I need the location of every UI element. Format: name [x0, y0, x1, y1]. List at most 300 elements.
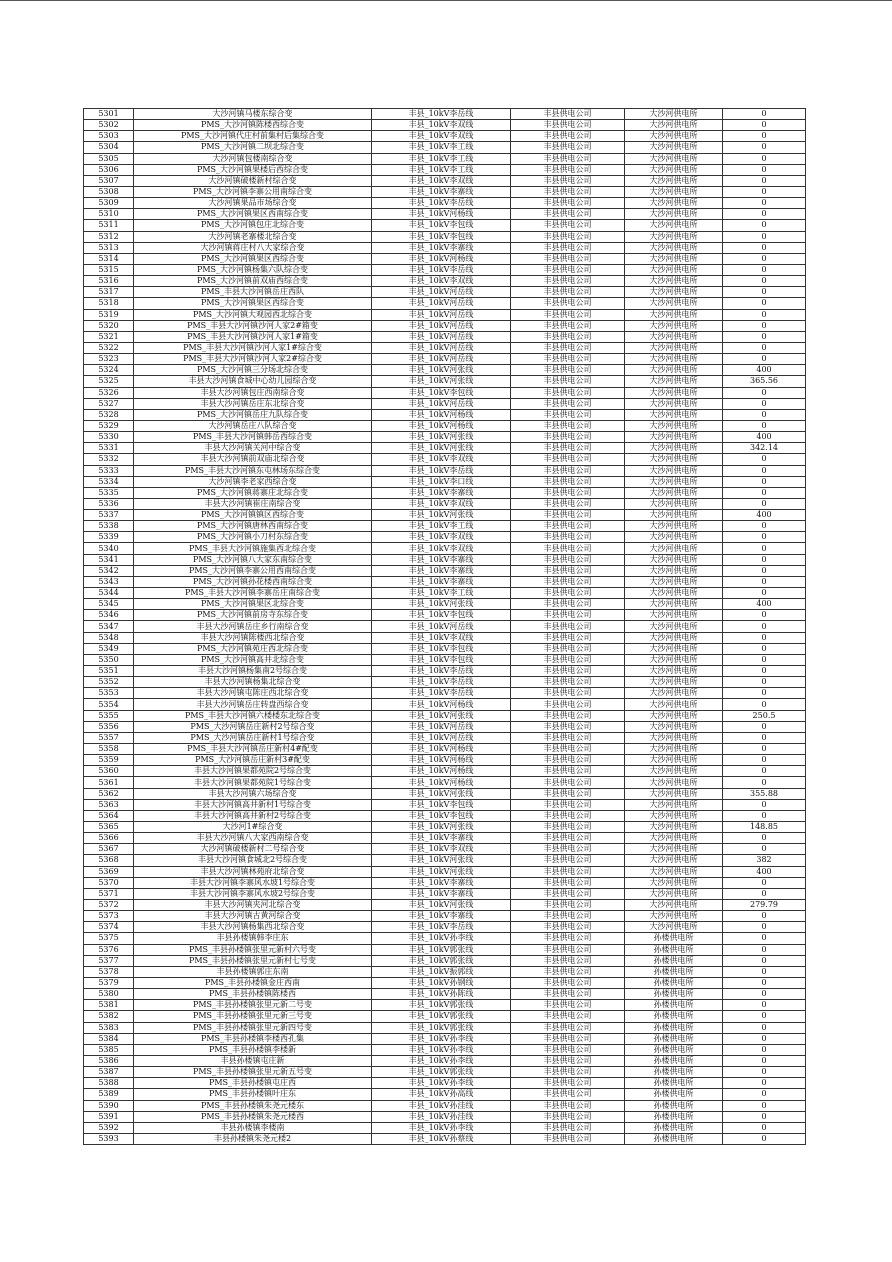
row-id-cell: 5337 [84, 510, 134, 521]
value-cell: 0 [723, 298, 806, 309]
company-cell: 丰县供电公司 [511, 554, 625, 565]
station-cell: 大沙河供电所 [625, 565, 723, 576]
company-cell: 丰县供电公司 [511, 766, 625, 777]
station-cell: 大沙河供电所 [625, 543, 723, 554]
table-row [84, 443, 806, 454]
value-cell: 0 [723, 331, 806, 342]
value-cell: 0 [723, 810, 806, 821]
station-cell: 大沙河供电所 [625, 532, 723, 543]
company-cell: 丰县供电公司 [511, 1022, 625, 1033]
station-cell: 大沙河供电所 [625, 186, 723, 197]
table-row [84, 1055, 806, 1066]
value-cell: 0 [723, 342, 806, 353]
transformer-name-cell: 丰县大沙河镇果都苑院1号综合变 [134, 777, 372, 788]
value-cell: 0 [723, 966, 806, 977]
station-cell: 大沙河供电所 [625, 866, 723, 877]
line-name-cell: 丰县_10kV河张线 [372, 365, 511, 376]
company-cell: 丰县供电公司 [511, 888, 625, 899]
value-cell: 400 [723, 599, 806, 610]
transformer-name-cell: 丰县大沙河镇关河中综合变 [134, 443, 372, 454]
station-cell: 大沙河供电所 [625, 142, 723, 153]
line-name-cell: 丰县_10kV李寨线 [372, 911, 511, 922]
station-cell: 大沙河供电所 [625, 376, 723, 387]
value-cell: 0 [723, 888, 806, 899]
transformer-name-cell: PMS_大沙河镇杨集六队综合变 [134, 264, 372, 275]
table-row [84, 242, 806, 253]
table-row [84, 822, 806, 833]
line-name-cell: 丰县_10kV河杨线 [372, 744, 511, 755]
company-cell: 丰县供电公司 [511, 989, 625, 1000]
transformer-name-cell: 丰县孙楼镇屯庄新 [134, 1055, 372, 1066]
station-cell: 孙楼供电所 [625, 1044, 723, 1055]
table-row [84, 1111, 806, 1122]
row-id-cell: 5328 [84, 409, 134, 420]
company-cell: 丰县供电公司 [511, 699, 625, 710]
station-cell: 大沙河供电所 [625, 922, 723, 933]
row-id-cell: 5389 [84, 1089, 134, 1100]
station-cell: 大沙河供电所 [625, 822, 723, 833]
station-cell: 大沙河供电所 [625, 476, 723, 487]
station-cell: 大沙河供电所 [625, 721, 723, 732]
table-row [84, 877, 806, 888]
value-cell: 0 [723, 532, 806, 543]
table-row [84, 543, 806, 554]
line-name-cell: 丰县_10kV河岳线 [372, 621, 511, 632]
row-id-cell: 5316 [84, 276, 134, 287]
table-row [84, 1011, 806, 1022]
company-cell: 丰县供电公司 [511, 142, 625, 153]
transformer-name-cell: 丰县大沙河镇屯陈庄西北综合变 [134, 688, 372, 699]
value-cell: 0 [723, 521, 806, 532]
value-cell: 0 [723, 120, 806, 131]
company-cell: 丰县供电公司 [511, 231, 625, 242]
value-cell: 0 [723, 276, 806, 287]
line-name-cell: 丰县_10kV河杨线 [372, 755, 511, 766]
transformer-name-cell: PMS_丰县孙楼镇朱尧元楼东 [134, 1100, 372, 1111]
value-cell: 0 [723, 565, 806, 576]
transformer-name-cell: PMS_丰县孙楼镇张里元新村六号变 [134, 944, 372, 955]
row-id-cell: 5305 [84, 153, 134, 164]
company-cell: 丰县供电公司 [511, 744, 625, 755]
transformer-name-cell: 大沙河镇老寨楼北综合变 [134, 231, 372, 242]
row-id-cell: 5350 [84, 654, 134, 665]
line-name-cell: 丰县_10kV李岳线 [372, 264, 511, 275]
station-cell: 大沙河供电所 [625, 677, 723, 688]
station-cell: 大沙河供电所 [625, 365, 723, 376]
transformer-name-cell: PMS_大沙河镇李寨公用南综合变 [134, 186, 372, 197]
row-id-cell: 5334 [84, 476, 134, 487]
line-name-cell: 丰县_10kV李包线 [372, 654, 511, 665]
line-name-cell: 丰县_10kV河杨线 [372, 766, 511, 777]
row-id-cell: 5391 [84, 1111, 134, 1122]
row-id-cell: 5315 [84, 264, 134, 275]
line-name-cell: 丰县_10kV孙李线 [372, 1055, 511, 1066]
company-cell: 丰县供电公司 [511, 109, 625, 120]
table-row [84, 287, 806, 298]
line-name-cell: 丰县_10kV孙陈线 [372, 989, 511, 1000]
line-name-cell: 丰县_10kV孙李线 [372, 1078, 511, 1089]
station-cell: 大沙河供电所 [625, 744, 723, 755]
line-name-cell: 丰县_10kV李包线 [372, 610, 511, 621]
station-cell: 孙楼供电所 [625, 989, 723, 1000]
line-name-cell: 丰县_10kV李寨线 [372, 877, 511, 888]
company-cell: 丰县供电公司 [511, 911, 625, 922]
table-row [84, 732, 806, 743]
row-id-cell: 5308 [84, 186, 134, 197]
row-id-cell: 5379 [84, 977, 134, 988]
table-row [84, 354, 806, 365]
line-name-cell: 丰县_10kV河岳线 [372, 298, 511, 309]
company-cell: 丰县供电公司 [511, 899, 625, 910]
table-row [84, 298, 806, 309]
value-cell: 365.56 [723, 376, 806, 387]
station-cell: 孙楼供电所 [625, 944, 723, 955]
value-cell: 0 [723, 1033, 806, 1044]
row-id-cell: 5383 [84, 1022, 134, 1033]
table-row [84, 977, 806, 988]
company-cell: 丰县供电公司 [511, 398, 625, 409]
transformer-name-cell: 大沙河镇包楼南综合变 [134, 153, 372, 164]
table-row [84, 1022, 806, 1033]
transformer-name-cell: PMS_大沙河镇大观园西北综合变 [134, 309, 372, 320]
company-cell: 丰县供电公司 [511, 175, 625, 186]
company-cell: 丰县供电公司 [511, 487, 625, 498]
row-id-cell: 5343 [84, 576, 134, 587]
value-cell: 0 [723, 721, 806, 732]
value-cell: 0 [723, 1011, 806, 1022]
line-name-cell: 丰县_10kV李包线 [372, 231, 511, 242]
row-id-cell: 5331 [84, 443, 134, 454]
value-cell: 0 [723, 309, 806, 320]
station-cell: 大沙河供电所 [625, 331, 723, 342]
table-row [84, 1000, 806, 1011]
table-row [84, 498, 806, 509]
station-cell: 大沙河供电所 [625, 487, 723, 498]
table-row [84, 1067, 806, 1078]
transformer-name-cell: 丰县大沙河镇六场综合变 [134, 788, 372, 799]
company-cell: 丰县供电公司 [511, 298, 625, 309]
line-name-cell: 丰县_10kV李岳线 [372, 198, 511, 209]
value-cell: 0 [723, 153, 806, 164]
table-row [84, 376, 806, 387]
line-name-cell: 丰县_10kV郭张线 [372, 1011, 511, 1022]
station-cell: 大沙河供电所 [625, 654, 723, 665]
transformer-name-cell: PMS_大沙河镇陈楼西综合变 [134, 120, 372, 131]
company-cell: 丰县供电公司 [511, 944, 625, 955]
station-cell: 孙楼供电所 [625, 1022, 723, 1033]
company-cell: 丰县供电公司 [511, 1078, 625, 1089]
transformer-name-cell: 丰县大沙河镇岳庄东北综合变 [134, 398, 372, 409]
station-cell: 大沙河供电所 [625, 844, 723, 855]
line-name-cell: 丰县_10kV郭张线 [372, 1022, 511, 1033]
station-cell: 大沙河供电所 [625, 320, 723, 331]
value-cell: 0 [723, 1000, 806, 1011]
line-name-cell: 丰县_10kV李双线 [372, 175, 511, 186]
table-row [84, 387, 806, 398]
table-row [84, 476, 806, 487]
table-row [84, 844, 806, 855]
transformer-name-cell: PMS_丰县大沙河镇韩岳西综合变 [134, 432, 372, 443]
row-id-cell: 5364 [84, 810, 134, 821]
table-row [84, 231, 806, 242]
station-cell: 大沙河供电所 [625, 420, 723, 431]
value-cell: 0 [723, 543, 806, 554]
row-id-cell: 5374 [84, 922, 134, 933]
company-cell: 丰县供电公司 [511, 1067, 625, 1078]
table-row [84, 933, 806, 944]
line-name-cell: 丰县_10kV李工线 [372, 164, 511, 175]
station-cell: 大沙河供电所 [625, 153, 723, 164]
transformer-name-cell: 大沙河镇破楼新村综合变 [134, 175, 372, 186]
transformer-name-cell: PMS_丰县大沙河镇六楼楼东北综合变 [134, 710, 372, 721]
line-name-cell: 丰县_10kV郭张线 [372, 1067, 511, 1078]
table-row [84, 432, 806, 443]
line-name-cell: 丰县_10kV李寨线 [372, 242, 511, 253]
row-id-cell: 5393 [84, 1133, 134, 1144]
line-name-cell: 丰县_10kV李包线 [372, 643, 511, 654]
table-row [84, 654, 806, 665]
transformer-name-cell: 大沙河镇李老家西综合变 [134, 476, 372, 487]
value-cell: 0 [723, 955, 806, 966]
row-id-cell: 5312 [84, 231, 134, 242]
line-name-cell: 丰县_10kV李工线 [372, 521, 511, 532]
row-id-cell: 5314 [84, 253, 134, 264]
table-row [84, 944, 806, 955]
company-cell: 丰县供电公司 [511, 1033, 625, 1044]
station-cell: 孙楼供电所 [625, 966, 723, 977]
transformer-name-cell: 大沙河镇破楼新村二号综合变 [134, 844, 372, 855]
table-row [84, 554, 806, 565]
station-cell: 大沙河供电所 [625, 643, 723, 654]
value-cell: 0 [723, 911, 806, 922]
table-row [84, 699, 806, 710]
station-cell: 大沙河供电所 [625, 911, 723, 922]
value-cell: 400 [723, 432, 806, 443]
line-name-cell: 丰县_10kV河张线 [372, 376, 511, 387]
company-cell: 丰县供电公司 [511, 376, 625, 387]
value-cell: 0 [723, 231, 806, 242]
row-id-cell: 5326 [84, 387, 134, 398]
station-cell: 大沙河供电所 [625, 610, 723, 621]
value-cell: 0 [723, 677, 806, 688]
value-cell: 0 [723, 944, 806, 955]
company-cell: 丰县供电公司 [511, 510, 625, 521]
table-row [84, 866, 806, 877]
company-cell: 丰县供电公司 [511, 1044, 625, 1055]
company-cell: 丰县供电公司 [511, 610, 625, 621]
row-id-cell: 5336 [84, 498, 134, 509]
table-row [84, 454, 806, 465]
company-cell: 丰县供电公司 [511, 287, 625, 298]
company-cell: 丰县供电公司 [511, 977, 625, 988]
line-name-cell: 丰县_10kV李寨线 [372, 554, 511, 565]
company-cell: 丰县供电公司 [511, 1111, 625, 1122]
company-cell: 丰县供电公司 [511, 354, 625, 365]
value-cell: 0 [723, 666, 806, 677]
row-id-cell: 5381 [84, 1000, 134, 1011]
line-name-cell: 丰县_10kV李工线 [372, 588, 511, 599]
company-cell: 丰县供电公司 [511, 309, 625, 320]
transformer-name-cell: PMS_大沙河镇高井北综合变 [134, 654, 372, 665]
transformer-name-cell: 丰县大沙河镇杨集北综合变 [134, 677, 372, 688]
value-cell: 0 [723, 654, 806, 665]
value-cell: 0 [723, 588, 806, 599]
row-id-cell: 5361 [84, 777, 134, 788]
transformer-name-cell: PMS_丰县大沙河镇李寨岳庄南综合变 [134, 588, 372, 599]
row-id-cell: 5382 [84, 1011, 134, 1022]
transformer-name-cell: 丰县大沙河镇包庄西南综合变 [134, 387, 372, 398]
value-cell: 0 [723, 131, 806, 142]
table-row [84, 398, 806, 409]
value-cell: 0 [723, 844, 806, 855]
table-row [84, 198, 806, 209]
line-name-cell: 丰县_10kV河杨线 [372, 253, 511, 264]
table-row [84, 342, 806, 353]
row-id-cell: 5353 [84, 688, 134, 699]
transformer-name-cell: PMS_大沙河镇果楼后西综合变 [134, 164, 372, 175]
line-name-cell: 丰县_10kV李包线 [372, 799, 511, 810]
company-cell: 丰县供电公司 [511, 844, 625, 855]
transformer-table [83, 108, 806, 1145]
transformer-name-cell: PMS_大沙河镇包庄北综合变 [134, 220, 372, 231]
company-cell: 丰县供电公司 [511, 1011, 625, 1022]
value-cell: 0 [723, 209, 806, 220]
transformer-name-cell: PMS_丰县大沙河镇岳庄西队 [134, 287, 372, 298]
transformer-name-cell: 丰县孙楼镇郭庄东南 [134, 966, 372, 977]
value-cell: 0 [723, 454, 806, 465]
line-name-cell: 丰县_10kV河张线 [372, 432, 511, 443]
table-row [84, 1100, 806, 1111]
value-cell: 148.85 [723, 822, 806, 833]
value-cell: 0 [723, 242, 806, 253]
value-cell: 279.79 [723, 899, 806, 910]
row-id-cell: 5370 [84, 877, 134, 888]
value-cell: 0 [723, 186, 806, 197]
transformer-name-cell: PMS_大沙河镇果区西综合变 [134, 253, 372, 264]
transformer-name-cell: PMS_大沙河镇果区西综合变 [134, 298, 372, 309]
row-id-cell: 5320 [84, 320, 134, 331]
transformer-name-cell: PMS_丰县孙楼镇金庄西南 [134, 977, 372, 988]
transformer-name-cell: PMS_大沙河镇果区北综合变 [134, 599, 372, 610]
value-cell: 0 [723, 621, 806, 632]
company-cell: 丰县供电公司 [511, 209, 625, 220]
table-row [84, 487, 806, 498]
row-id-cell: 5324 [84, 365, 134, 376]
row-id-cell: 5378 [84, 966, 134, 977]
station-cell: 大沙河供电所 [625, 253, 723, 264]
transformer-name-cell: PMS_大沙河镇小刀村东综合变 [134, 532, 372, 543]
station-cell: 大沙河供电所 [625, 699, 723, 710]
line-name-cell: 丰县_10kV李双线 [372, 276, 511, 287]
value-cell: 250.5 [723, 710, 806, 721]
station-cell: 大沙河供电所 [625, 131, 723, 142]
value-cell: 0 [723, 732, 806, 743]
station-cell: 大沙河供电所 [625, 788, 723, 799]
row-id-cell: 5332 [84, 454, 134, 465]
value-cell: 0 [723, 465, 806, 476]
line-name-cell: 丰县_10kV李岳线 [372, 666, 511, 677]
transformer-name-cell: PMS_丰县孙楼镇张里元新村七号变 [134, 955, 372, 966]
transformer-name-cell: PMS_大沙河镇前双庙西综合变 [134, 276, 372, 287]
company-cell: 丰县供电公司 [511, 387, 625, 398]
company-cell: 丰县供电公司 [511, 866, 625, 877]
transformer-name-cell: 丰县大沙河镇李寨风水坡1号综合变 [134, 877, 372, 888]
row-id-cell: 5377 [84, 955, 134, 966]
station-cell: 大沙河供电所 [625, 454, 723, 465]
table-row [84, 465, 806, 476]
station-cell: 大沙河供电所 [625, 755, 723, 766]
station-cell: 大沙河供电所 [625, 799, 723, 810]
transformer-name-cell: 丰县大沙河镇夹河北综合变 [134, 899, 372, 910]
row-id-cell: 5303 [84, 131, 134, 142]
line-name-cell: 丰县_10kV李双线 [372, 498, 511, 509]
line-name-cell: 丰县_10kV河张线 [372, 899, 511, 910]
row-id-cell: 5385 [84, 1044, 134, 1055]
row-id-cell: 5340 [84, 543, 134, 554]
company-cell: 丰县供电公司 [511, 454, 625, 465]
table-row [84, 688, 806, 699]
row-id-cell: 5392 [84, 1122, 134, 1133]
company-cell: 丰县供电公司 [511, 822, 625, 833]
row-id-cell: 5365 [84, 822, 134, 833]
transformer-name-cell: PMS_丰县孙楼镇张里元新四号变 [134, 1022, 372, 1033]
value-cell: 0 [723, 554, 806, 565]
station-cell: 孙楼供电所 [625, 1089, 723, 1100]
value-cell: 0 [723, 1089, 806, 1100]
row-id-cell: 5341 [84, 554, 134, 565]
station-cell: 大沙河供电所 [625, 732, 723, 743]
row-id-cell: 5342 [84, 565, 134, 576]
value-cell: 0 [723, 877, 806, 888]
table-row [84, 744, 806, 755]
station-cell: 大沙河供电所 [625, 465, 723, 476]
station-cell: 大沙河供电所 [625, 276, 723, 287]
station-cell: 大沙河供电所 [625, 432, 723, 443]
station-cell: 孙楼供电所 [625, 1067, 723, 1078]
line-name-cell: 丰县_10kV河张线 [372, 866, 511, 877]
station-cell: 孙楼供电所 [625, 933, 723, 944]
value-cell: 0 [723, 320, 806, 331]
row-id-cell: 5330 [84, 432, 134, 443]
transformer-name-cell: 丰县大沙河镇崔庄南综合变 [134, 498, 372, 509]
row-id-cell: 5388 [84, 1078, 134, 1089]
table-row [84, 420, 806, 431]
value-cell: 0 [723, 799, 806, 810]
value-cell: 0 [723, 688, 806, 699]
company-cell: 丰县供电公司 [511, 966, 625, 977]
transformer-name-cell: PMS_丰县孙楼镇叶庄东 [134, 1089, 372, 1100]
line-name-cell: 丰县_10kV李岳线 [372, 688, 511, 699]
value-cell: 0 [723, 643, 806, 654]
table-row [84, 610, 806, 621]
transformer-name-cell: PMS_大沙河镇蒋寨庄北综合变 [134, 487, 372, 498]
transformer-name-cell: 丰县大沙河镇岳庄转盘西综合变 [134, 699, 372, 710]
station-cell: 大沙河供电所 [625, 342, 723, 353]
station-cell: 孙楼供电所 [625, 977, 723, 988]
line-name-cell: 丰县_10kV李岳线 [372, 465, 511, 476]
transformer-name-cell: 大沙河镇马楼东综合变 [134, 109, 372, 120]
company-cell: 丰县供电公司 [511, 264, 625, 275]
station-cell: 大沙河供电所 [625, 855, 723, 866]
transformer-name-cell: 丰县大沙河镇八大家西南综合变 [134, 833, 372, 844]
line-name-cell: 丰县_10kV李包线 [372, 810, 511, 821]
row-id-cell: 5325 [84, 376, 134, 387]
company-cell: 丰县供电公司 [511, 120, 625, 131]
table-row [84, 766, 806, 777]
transformer-name-cell: PMS_大沙河镇岳庄新村3#配变 [134, 755, 372, 766]
row-id-cell: 5345 [84, 599, 134, 610]
table-row [84, 1078, 806, 1089]
